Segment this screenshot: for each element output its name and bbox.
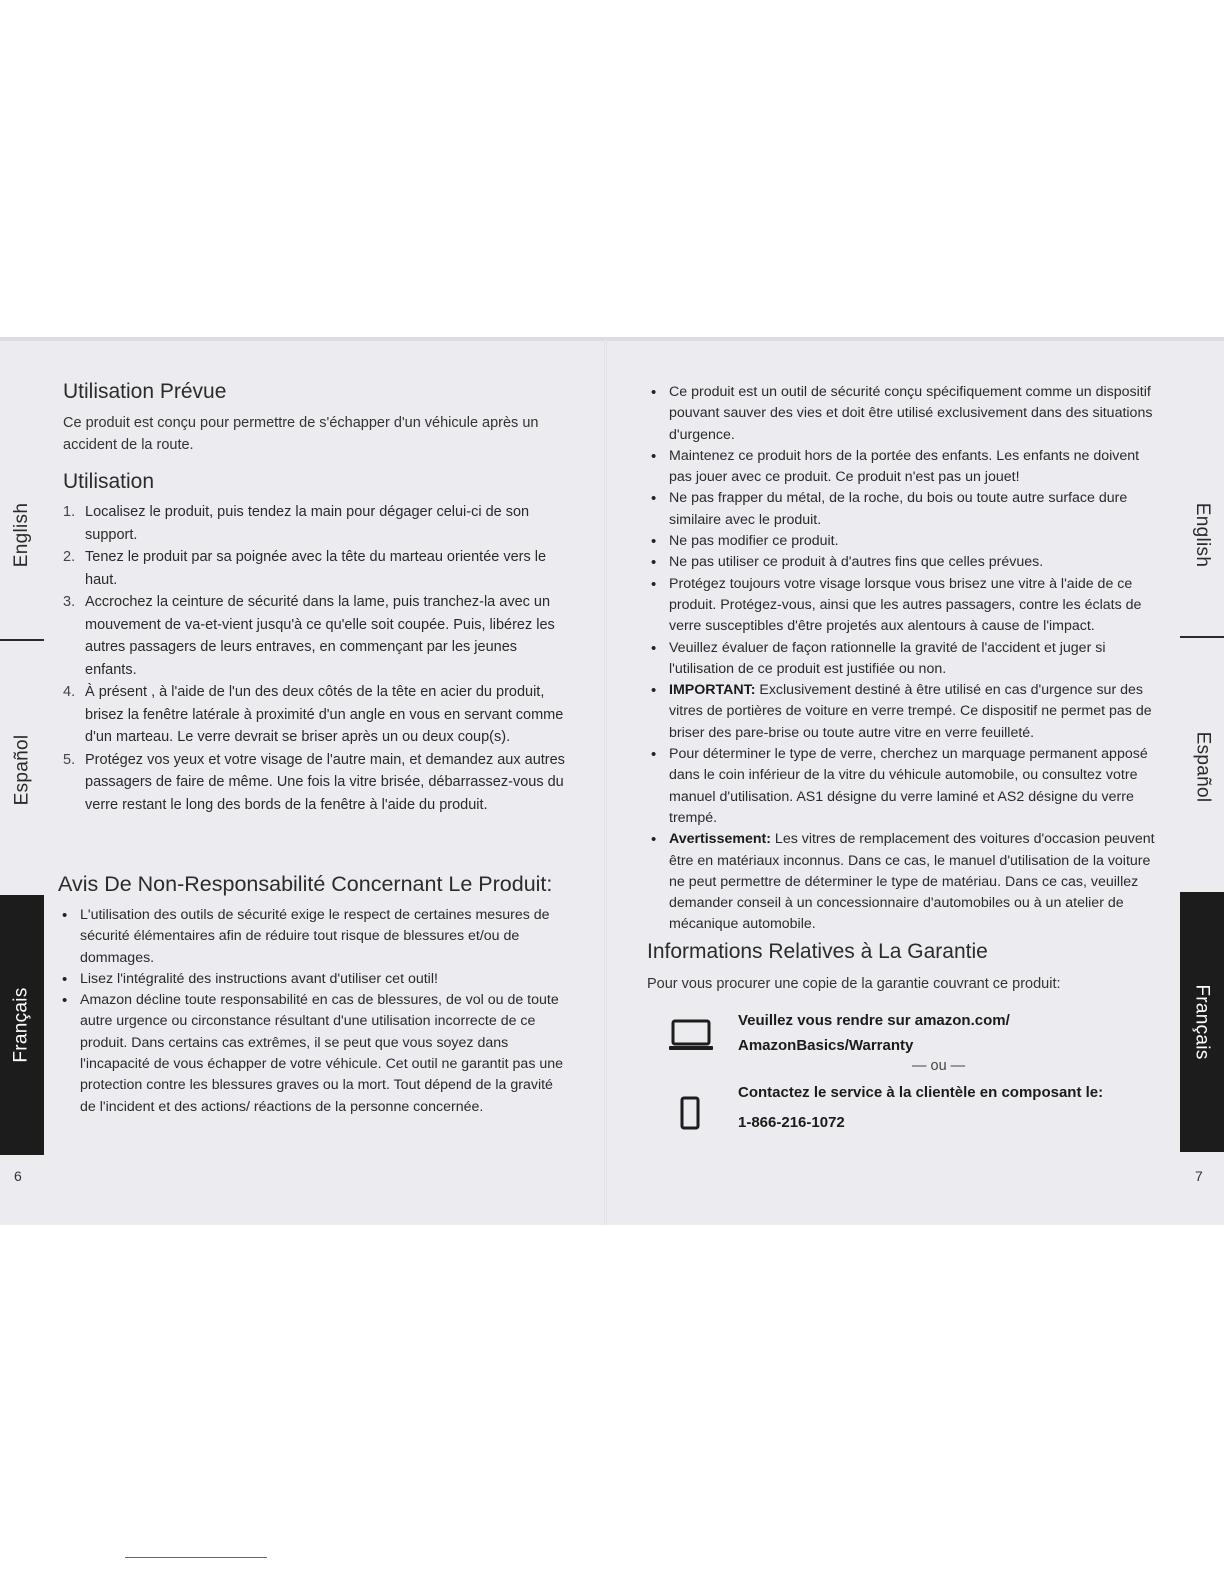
left-page — [0, 340, 604, 1225]
tab-espanol-label: Español — [1192, 731, 1214, 803]
safety-bullet: • Pour déterminer le type de verre, cherchez un marquage permanent apposé dans le coin inférieur de la vitre du véhicule automobile, ou consultez votre manuel d'utilisation. AS1 désigne du verre laminé et AS2 désigne du verre trempé. — [647, 744, 1157, 829]
tab-francais-right[interactable] — [1180, 892, 1224, 1152]
disclaimer-item: • L'utilisation des outils de sécurité exige le respect de certaines mesures de sécurité élémentaires afin de réduire tout risque de blessures et/ou de dommages. — [58, 905, 568, 969]
disclaimer-title: Avis De Non-Responsabilité Concernant Le Produit: — [58, 872, 553, 896]
disclaimer-list — [58, 905, 568, 1118]
disclaimer-item: • Amazon décline toute responsabilité en cas de blessures, de vol ou de toute autre urgence ou circonstance résultant d'une utilisation incorrecte de ce produit. Dans certains cas extrêmes, il se peut que vous soyez dans l'incapacité de vous échapper de votre véhicule. Cet outil ne garantit pas une protection contre les blessures graves ou la mort. Tout dépend de la gravité de l'incident et des actions/ réactions de la personne concernée. — [58, 990, 568, 1118]
tab-espanol-label: Español — [11, 734, 33, 806]
usage-step: 3. Accrochez la ceinture de sécurité dans la lame, puis tranchez-la avec un mouvement de va-et-vient jusqu'à ce qu'elle soit coupée. Puis, libérez les autres passagers de leurs entraves, en commençant par les jeunes enfants. — [63, 594, 555, 678]
usage-step: 4. À présent , à l'aide de l'un des deux côtés de la tête en acier du produit, brisez la fenêtre latérale à proximité d'un angle en vous en servant comme d'un marteau. Le verre devrait se briser après un ou deux coup(s). — [63, 684, 564, 745]
usage-steps — [63, 501, 568, 816]
bottom-rule — [125, 1557, 267, 1558]
safety-bullet: • Veuillez évaluer de façon rationnelle la gravité de l'accident et juger si l'utilisation de ce produit est justifiée ou non. — [647, 638, 1157, 681]
or-separator: — ou — — [912, 1058, 966, 1074]
tab-divider — [1180, 636, 1224, 638]
safety-bullet: • Maintenez ce produit hors de la portée des enfants. Les enfants ne doivent pas jouer avec ce produit. Ce produit n'est pas un jouet! — [647, 446, 1157, 489]
warranty-title: Informations Relatives à La Garantie — [647, 940, 988, 963]
warranty-phone-number[interactable]: 1-866-216-1072 — [738, 1114, 845, 1131]
booklet-spread — [0, 340, 1224, 1225]
safety-bullet: • Ce produit est un outil de sécurité conçu spécifiquement comme un dispositif pouvant sauver des vies et doit être utilisé exclusivement dans des situations d'urgence. — [647, 382, 1157, 446]
safety-bullet: • Avertissement: Les vitres de remplacement des voitures d'occasion peuvent être en matériaux inconnus. Dans ce cas, le manuel d'utilisation de la voiture ne peut permettre de déterminer le type de matériau. Dans ce cas, veuillez demander conseil à un concessionnaire d'automobiles ou à un atelier de mécanique automobile. — [647, 829, 1157, 935]
disclaimer-item: • Lisez l'intégralité des instructions avant d'utiliser cet outil! — [58, 969, 568, 990]
tab-francais-label: Français — [11, 987, 33, 1063]
tab-divider — [0, 639, 44, 641]
usage-step: 2. Tenez le produit par sa poignée avec la tête du marteau orientée vers le haut. — [63, 549, 547, 588]
warranty-intro: Pour vous procurer une copie de la garantie couvrant ce produit: — [647, 976, 1061, 992]
left-content — [63, 380, 568, 456]
tab-english-label: English — [11, 502, 33, 568]
disclaimer-section — [58, 872, 568, 1118]
warranty-web-line1: Veuillez vous rendre sur amazon.com/ — [738, 1012, 1010, 1029]
warranty-web-link[interactable]: AmazonBasics/Warranty — [738, 1037, 914, 1054]
tab-english-right[interactable] — [1180, 435, 1224, 635]
usage-title: Utilisation — [63, 470, 155, 493]
tab-francais[interactable] — [0, 895, 44, 1155]
warranty-web-contact — [738, 1008, 1010, 1058]
safety-bullet: • IMPORTANT: Exclusivement destiné à être utilisé en cas d'urgence sur des vitres de portières de voiture en verre trempé. Ce dispositif ne permet pas de briser des pare-brise ou toute autre vitre en verre feuilleté. — [647, 680, 1157, 744]
phone-icon — [680, 1096, 700, 1130]
intended-use-title: Utilisation Prévue — [63, 380, 227, 403]
page-number-right: 7 — [1195, 1168, 1203, 1184]
usage-step: 1. Localisez le produit, puis tendez la main pour dégager celui-ci de son support. — [63, 504, 530, 543]
safety-bullet: • Ne pas frapper du métal, de la roche, du bois ou toute autre surface dure similaire avec le produit. — [647, 488, 1157, 531]
safety-bullet: • Ne pas utiliser ce produit à d'autres fins que celles prévues. — [647, 552, 1157, 573]
safety-bullet: • Protégez toujours votre visage lorsque vous brisez une vitre à l'aide de ce produit. Protégez-vous, ainsi que les autres passagers, contre les éclats de verre susceptibles d'être projetés aux alentours à cause de l'impact. — [647, 574, 1157, 638]
warranty-section — [647, 940, 1167, 995]
tab-espanol[interactable] — [0, 645, 44, 895]
right-bullets-section — [647, 382, 1157, 936]
safety-bullets — [647, 382, 1157, 936]
warranty-phone-line1: Contactez le service à la clientèle en composant le: — [738, 1084, 1104, 1101]
page-number-left: 6 — [14, 1168, 22, 1184]
laptop-icon — [669, 1018, 713, 1052]
intended-use-text: Ce produit est conçu pour permettre de s'échapper d'un véhicule après un accident de la route. — [63, 415, 539, 453]
usage-section — [63, 470, 568, 816]
tab-espanol-right[interactable] — [1180, 642, 1224, 892]
tab-english[interactable] — [0, 435, 44, 635]
tab-english-label: English — [1192, 502, 1214, 568]
warranty-phone-contact — [738, 1080, 1103, 1135]
tab-francais-label: Français — [1192, 984, 1214, 1060]
right-page — [607, 340, 1224, 1225]
safety-bullet: • Ne pas modifier ce produit. — [647, 531, 1157, 552]
usage-step: 5. Protégez vos yeux et votre visage de l'autre main, et demandez aux autres passagers de faire de même. Une fois la vitre brisée, débarrassez-vous du verre restant le long des bords de la fenêtre à l'aide du produit. — [63, 751, 565, 813]
